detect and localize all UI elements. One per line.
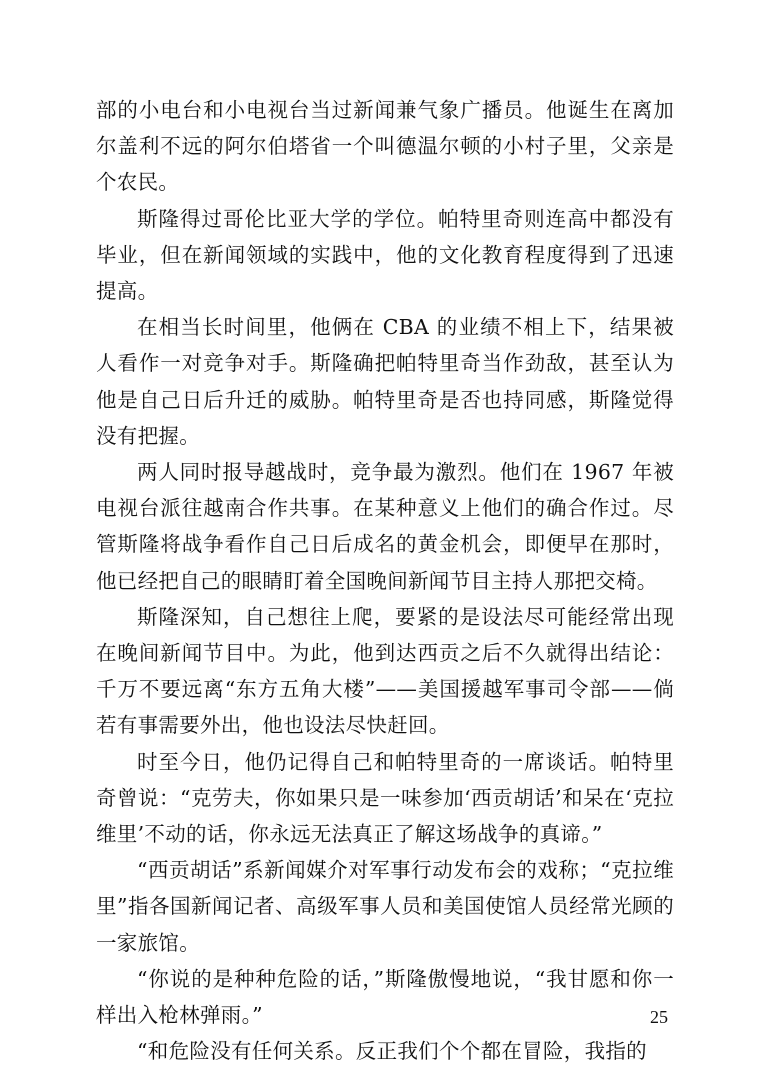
paragraph-8: “你说的是种种危险的话，”斯隆傲慢地说，“我甘愿和你一样出入枪林弹雨。” — [96, 966, 674, 1028]
paragraph-5: 斯隆深知，自己想往上爬，要紧的是设法尽可能经常出现在晚间新闻节目中。为此，他到达西贡之后不久就得出结论：千万不要远离“东方五角大楼”——美国援越军事司令部——倘若有事需要外出，他也设法尽快赶回。 — [96, 604, 674, 738]
paragraph-6: 时至今日，他仍记得自己和帕特里奇的一席谈话。帕特里奇曾说：“克劳夫，你如果只是一味参加‘西贡胡话’和呆在‘克拉维里’不动的话，你永远无法真正了解这场战争的真谛。” — [96, 749, 674, 847]
paragraph-7: “西贡胡话”系新闻媒介对军事行动发布会的戏称；“克拉维里”指各国新闻记者、高级军事人员和美国使馆人员经常光顾的一家旅馆。 — [96, 858, 674, 955]
paragraph-3: 在相当长时间里，他俩在 CBA 的业绩不相上下，结果被人看作一对竞争对手。斯隆确把帕特里奇当作劲敌，甚至认为他是自己日后升迁的威胁。帕特里奇是否也持同感，斯隆觉得没有把握。 — [96, 315, 674, 448]
paragraph-1: 部的小电台和小电视台当过新闻兼气象广播员。他诞生在离加尔盖利不远的阿尔伯塔省一个叫德温尔顿的小村子里，父亲是个农民。 — [96, 98, 674, 195]
paragraph-2: 斯隆得过哥伦比亚大学的学位。帕特里奇则连高中都没有毕业，但在新闻领域的实践中，他的文化教育程度得到了迅速提高。 — [96, 206, 674, 304]
paragraph-4: 两人同时报导越战时，竞争最为激烈。他们在 1967 年被电视台派往越南合作共事。在某种意义上他们的确合作过。尽管斯隆将战争看作自己日后成名的黄金机会，即便早在那时，他已经把自己的眼睛盯着全国晚间新闻节目主持人那把交椅。 — [96, 460, 674, 593]
page-body — [96, 92, 674, 1069]
paragraph-9: “和危险没有任何关系。反正我们个个都在冒险，我指的 — [137, 1039, 647, 1064]
page-number: 25 — [650, 1007, 668, 1027]
